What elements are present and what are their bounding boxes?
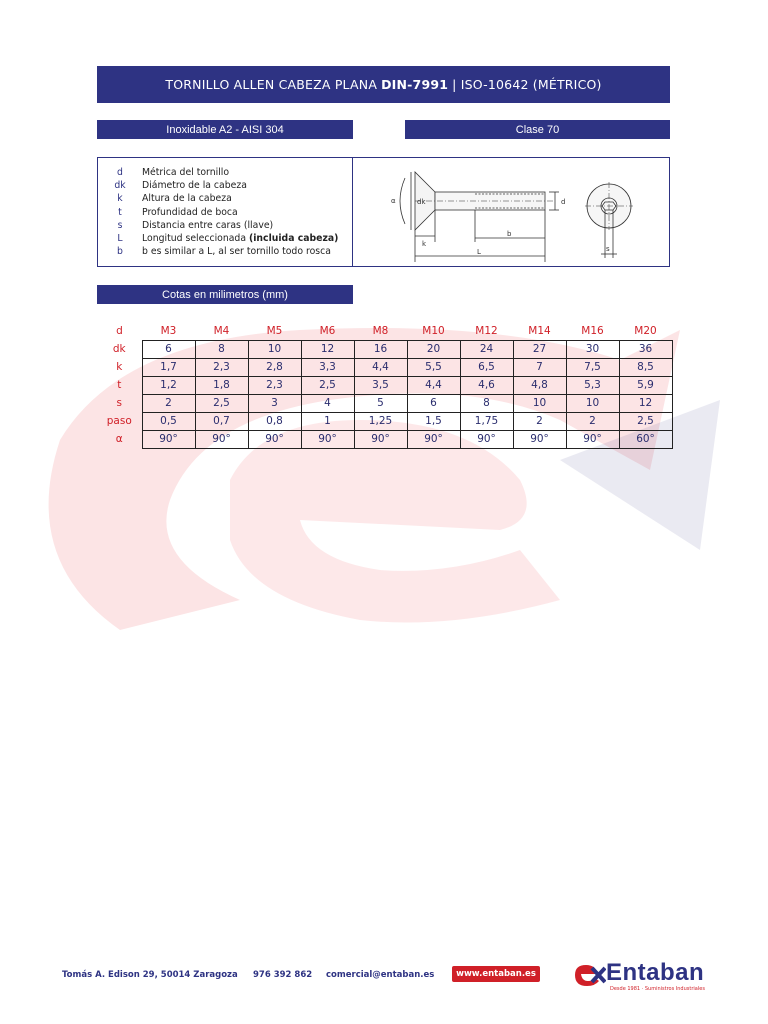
legend-symbol: s (117, 219, 123, 231)
table-cell: 2,5 (195, 394, 248, 412)
row-label: k (116, 361, 123, 373)
column-header: M16 (581, 324, 604, 337)
class-badge: Clase 70 (405, 120, 670, 139)
footer-website-link[interactable]: www.entaban.es (452, 966, 540, 982)
label-d: d (561, 198, 566, 206)
legend-description: Distancia entre caras (llave) (142, 219, 274, 231)
screw-technical-drawing (353, 158, 669, 266)
table-cell: 8 (460, 394, 513, 412)
table-cell: 7 (513, 358, 566, 376)
label-alpha: α (391, 197, 396, 205)
legend-item (98, 206, 352, 219)
brand-tagline: Desde 1981 · Suministros Industriales (610, 986, 705, 992)
table-cell: 10 (248, 340, 301, 358)
legend-box (97, 157, 670, 267)
table-cell: 1,7 (142, 358, 195, 376)
table-cell: 0,5 (142, 412, 195, 430)
table-cell: 2 (142, 394, 195, 412)
table-row (97, 358, 672, 376)
legend-description: Métrica del tornillo (142, 167, 230, 179)
table-cell: 1,25 (354, 412, 407, 430)
table-cell: 2,3 (195, 358, 248, 376)
brand-mark-icon (572, 962, 606, 988)
column-header: M14 (528, 324, 551, 337)
legend-symbol: k (117, 193, 123, 205)
legend-symbol: d (117, 167, 123, 179)
table-cell: 5 (354, 394, 407, 412)
table-cell: 90° (248, 430, 301, 448)
legend-desc-bold: (incluida cabeza) (249, 233, 339, 245)
legend-desc-text: Longitud seleccionada (142, 233, 247, 245)
material-badge: Inoxidable A2 - AISI 304 (97, 120, 353, 139)
title-standard: DIN-7991 (381, 77, 449, 92)
table-cell: 6 (142, 340, 195, 358)
table-cell: 3 (248, 394, 301, 412)
legend-description: Profundidad de boca (142, 206, 238, 218)
row-label: paso (106, 415, 132, 427)
table-row (97, 412, 672, 430)
table-cell: 12 (301, 340, 354, 358)
table-row (97, 430, 672, 448)
table-cell: 0,8 (248, 412, 301, 430)
dimensions-table-wrap (97, 322, 673, 449)
table-cell: 90° (513, 430, 566, 448)
table-cell: 90° (301, 430, 354, 448)
table-row (97, 340, 672, 358)
footer-email-link[interactable]: comercial@entaban.es (326, 970, 435, 980)
table-cell: 90° (142, 430, 195, 448)
table-cell: 4,4 (407, 376, 460, 394)
table-cell: 1,5 (407, 412, 460, 430)
table-cell: 20 (407, 340, 460, 358)
table-cell: 30 (566, 340, 619, 358)
legend-description: Diámetro de la cabeza (142, 180, 247, 192)
table-cell: 16 (354, 340, 407, 358)
table-cell: 2,5 (619, 412, 672, 430)
table-cell: 24 (460, 340, 513, 358)
table-cell: 2,8 (248, 358, 301, 376)
table-cell: 1,2 (142, 376, 195, 394)
table-cell: 10 (566, 394, 619, 412)
brand-logo (572, 960, 712, 996)
table-cell: 8 (195, 340, 248, 358)
legend-item (98, 232, 352, 245)
table-cell: 3,5 (354, 376, 407, 394)
table-cell: 90° (195, 430, 248, 448)
table-cell: 2 (513, 412, 566, 430)
legend-item (98, 166, 352, 179)
table-cell: 1 (301, 412, 354, 430)
table-cell: 1,8 (195, 376, 248, 394)
legend-symbol: b (117, 246, 123, 258)
legend-symbol: L (117, 233, 123, 245)
table-cell: 90° (566, 430, 619, 448)
table-cell: 2,3 (248, 376, 301, 394)
table-cell: 27 (513, 340, 566, 358)
table-cell: 5,5 (407, 358, 460, 376)
table-row (97, 376, 672, 394)
table-cell: 4,6 (460, 376, 513, 394)
table-cell: 3,3 (301, 358, 354, 376)
table-header-row (97, 322, 672, 340)
legend-item (98, 192, 352, 205)
legend-list (98, 158, 353, 266)
row-label: s (116, 397, 122, 409)
row-label: t (117, 379, 122, 391)
footer (0, 960, 768, 1000)
table-cell: 60° (619, 430, 672, 448)
label-k: k (422, 240, 427, 248)
table-cell: 7,5 (566, 358, 619, 376)
table-cell: 4,8 (513, 376, 566, 394)
table-cell: 2,5 (301, 376, 354, 394)
legend-item (98, 219, 352, 232)
dimensions-heading: Cotas en milimetros (mm) (97, 285, 353, 304)
table-cell: 1,75 (460, 412, 513, 430)
legend-item (98, 245, 352, 258)
page-title (97, 66, 670, 103)
column-header: M6 (319, 324, 336, 337)
table-row (97, 394, 672, 412)
table-cell: 90° (460, 430, 513, 448)
legend-description: Altura de la cabeza (142, 193, 232, 205)
table-cell: 10 (513, 394, 566, 412)
table-cell: 4 (301, 394, 354, 412)
table-cell: 36 (619, 340, 672, 358)
column-header: M12 (475, 324, 498, 337)
label-L: L (477, 248, 481, 256)
table-cell: 6,5 (460, 358, 513, 376)
footer-address: Tomás A. Edison 29, 50014 Zaragoza (62, 970, 238, 980)
table-cell: 2 (566, 412, 619, 430)
table-cell: 5,3 (566, 376, 619, 394)
dimensions-table (97, 322, 673, 449)
legend-symbol: dk (114, 180, 126, 192)
label-b: b (507, 230, 512, 238)
table-cell: 5,9 (619, 376, 672, 394)
screw-drawing-svg (353, 158, 669, 266)
legend-description: b es similar a L, al ser tornillo todo rosca (142, 246, 331, 258)
table-cell: 6 (407, 394, 460, 412)
table-cell: 4,4 (354, 358, 407, 376)
row-label: dk (112, 343, 126, 355)
table-cell: 0,7 (195, 412, 248, 430)
column-header: M20 (634, 324, 657, 337)
title-iso: | ISO-10642 (MÉTRICO) (452, 77, 602, 92)
column-header: M4 (213, 324, 230, 337)
label-s: s (606, 245, 610, 253)
table-cell: 90° (354, 430, 407, 448)
row-label: α (115, 433, 123, 445)
table-cell: 8,5 (619, 358, 672, 376)
legend-item (98, 179, 352, 192)
column-header: M10 (422, 324, 445, 337)
label-dk: dk (417, 198, 426, 206)
legend-description (142, 233, 338, 244)
column-header: M8 (372, 324, 389, 337)
table-cell: 90° (407, 430, 460, 448)
column-header: M3 (160, 324, 177, 337)
brand-name: Entaban (606, 959, 705, 986)
table-cell: 12 (619, 394, 672, 412)
column-header: M5 (266, 324, 283, 337)
row-label: d (116, 325, 123, 337)
legend-symbol: t (118, 206, 122, 218)
title-main: TORNILLO ALLEN CABEZA PLANA (165, 77, 378, 92)
footer-phone[interactable]: 976 392 862 (253, 970, 313, 980)
